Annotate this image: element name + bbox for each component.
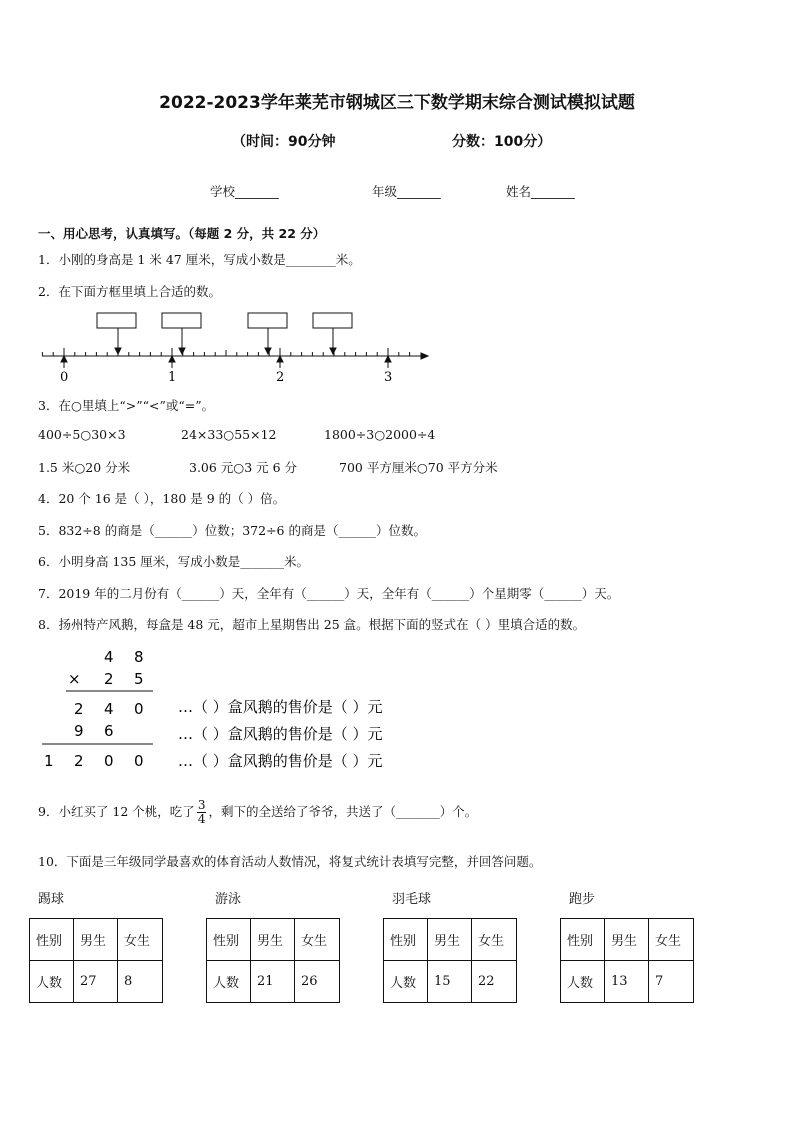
- table-header: 男生: [74, 919, 118, 961]
- name-field: 姓名_______: [506, 184, 575, 199]
- table-header: 女生: [118, 919, 163, 961]
- stats-table-running: [560, 918, 694, 1003]
- table-title-badminton: 羽毛球: [392, 892, 432, 907]
- vertical-label-3: …（ ）盒风鹅的售价是（ ）元: [178, 752, 383, 770]
- vertical-multiplication: [38, 640, 478, 780]
- table-header: 性别: [561, 919, 605, 961]
- digit: 2: [74, 700, 84, 718]
- number-line: [36, 306, 436, 386]
- digit: 8: [134, 648, 144, 666]
- fraction-numerator: 3: [197, 798, 206, 812]
- nl-label-2: 2: [276, 370, 285, 385]
- vertical-label-2: …（ ）盒风鹅的售价是（ ）元: [178, 725, 383, 743]
- table-cell: 13: [605, 961, 649, 1003]
- digit: 1: [44, 752, 54, 770]
- table-cell: 人数: [207, 961, 251, 1003]
- time-info: （时间：90分钟: [232, 134, 336, 150]
- q9-text-after: ，剩下的全送给了爷爷，共送了（_______）个。: [208, 804, 478, 819]
- table-header: 男生: [251, 919, 295, 961]
- fraction: [197, 799, 207, 826]
- school-field: 学校_______: [210, 184, 279, 199]
- table-cell: 21: [251, 961, 295, 1003]
- table-header: 男生: [428, 919, 472, 961]
- compare-2: 24×33○55×12: [181, 427, 277, 442]
- digit: 4: [104, 648, 114, 666]
- answer-box-3[interactable]: [248, 313, 287, 328]
- digit: 9: [74, 722, 84, 740]
- question-8: 8．扬州特产风鹅，每盒是 48 元，超市上星期售出 25 盒。根据下面的竖式在（ ）里填合适的数。: [38, 617, 586, 632]
- table-cell: 人数: [561, 961, 605, 1003]
- table-cell: 27: [74, 961, 118, 1003]
- table-header: 女生: [295, 919, 340, 961]
- fraction-denominator: 4: [197, 812, 206, 826]
- table-cell: 人数: [30, 961, 74, 1003]
- times-sign: ×: [68, 670, 81, 688]
- answer-box-2[interactable]: [162, 313, 201, 328]
- compare-1: 400÷5○30×3: [38, 427, 126, 442]
- answer-box-1[interactable]: [97, 313, 136, 328]
- page-title: 2022-2023学年莱芜市钢城区三下数学期末综合测试模拟试题: [159, 93, 635, 113]
- table-header: 性别: [384, 919, 428, 961]
- vertical-label-1: …（ ）盒风鹅的售价是（ ）元: [178, 698, 383, 716]
- nl-label-0: 0: [60, 370, 69, 385]
- nl-label-1: 1: [168, 370, 177, 385]
- table-cell: 7: [649, 961, 694, 1003]
- question-1: 1．小刚的身高是 1 米 47 厘米，写成小数是________米。: [38, 252, 361, 267]
- answer-box-4[interactable]: [313, 313, 352, 328]
- question-3: 3．在○里填上“>”“<”或“=”。: [38, 398, 215, 413]
- table-cell: 人数: [384, 961, 428, 1003]
- question-7: 7．2019 年的二月份有（______）天，全年有（______）天，全年有（______）个星期零（______）天。: [38, 586, 620, 601]
- table-cell: 15: [428, 961, 472, 1003]
- question-9: [38, 797, 477, 827]
- stats-table-badminton: [383, 918, 517, 1003]
- table-header: 性别: [207, 919, 251, 961]
- number-line-ticks: [42, 348, 409, 356]
- compare-4: 1.5 米○20 分米: [38, 460, 131, 475]
- q9-text-before: 9．小红买了 12 个桃，吃了: [38, 804, 195, 819]
- digit: 2: [74, 752, 84, 770]
- compare-5: 3.06 元○3 元 6 分: [189, 460, 298, 475]
- table-header: 女生: [472, 919, 517, 961]
- digit: 6: [104, 722, 114, 740]
- table-title-soccer: 踢球: [38, 892, 65, 907]
- compare-6: 700 平方厘米○70 平方分米: [339, 460, 498, 475]
- score-info: 分数：100分）: [452, 134, 552, 150]
- answer-boxes: [97, 313, 352, 328]
- table-cell: 22: [472, 961, 517, 1003]
- up-arrows: [61, 356, 391, 368]
- digit: 5: [134, 670, 144, 688]
- number-line-axis: [42, 353, 428, 359]
- digit: 4: [104, 700, 114, 718]
- compare-3: 1800÷3○2000÷4: [324, 427, 436, 442]
- question-5: 5．832÷8 的商是（______）位数；372÷6 的商是（______）位数。: [38, 523, 426, 538]
- question-10: 10．下面是三年级同学最喜欢的体育活动人数情况，将复式统计表填写完整，并回答问题。: [38, 854, 542, 869]
- digit: 0: [134, 752, 144, 770]
- section-heading: 一、用心思考，认真填写。（每题 2 分，共 22 分）: [38, 226, 326, 241]
- question-6: 6．小明身高 135 厘米，写成小数是_______米。: [38, 554, 310, 569]
- nl-label-3: 3: [384, 370, 393, 385]
- table-header: 男生: [605, 919, 649, 961]
- table-header: 女生: [649, 919, 694, 961]
- grade-field: 年级_______: [372, 184, 441, 199]
- digit: 0: [134, 700, 144, 718]
- stats-table-swim: [206, 918, 340, 1003]
- table-title-running: 跑步: [569, 892, 596, 907]
- question-4: 4．20 个 16 是（ ），180 是 9 的（ ）倍。: [38, 491, 286, 506]
- digit: 0: [104, 752, 114, 770]
- table-cell: 8: [118, 961, 163, 1003]
- question-2: 2．在下面方框里填上合适的数。: [38, 284, 221, 299]
- table-title-swim: 游泳: [215, 892, 242, 907]
- digit: 2: [104, 670, 114, 688]
- table-cell: 26: [295, 961, 340, 1003]
- table-header: 性别: [30, 919, 74, 961]
- stats-table-soccer: [29, 918, 163, 1003]
